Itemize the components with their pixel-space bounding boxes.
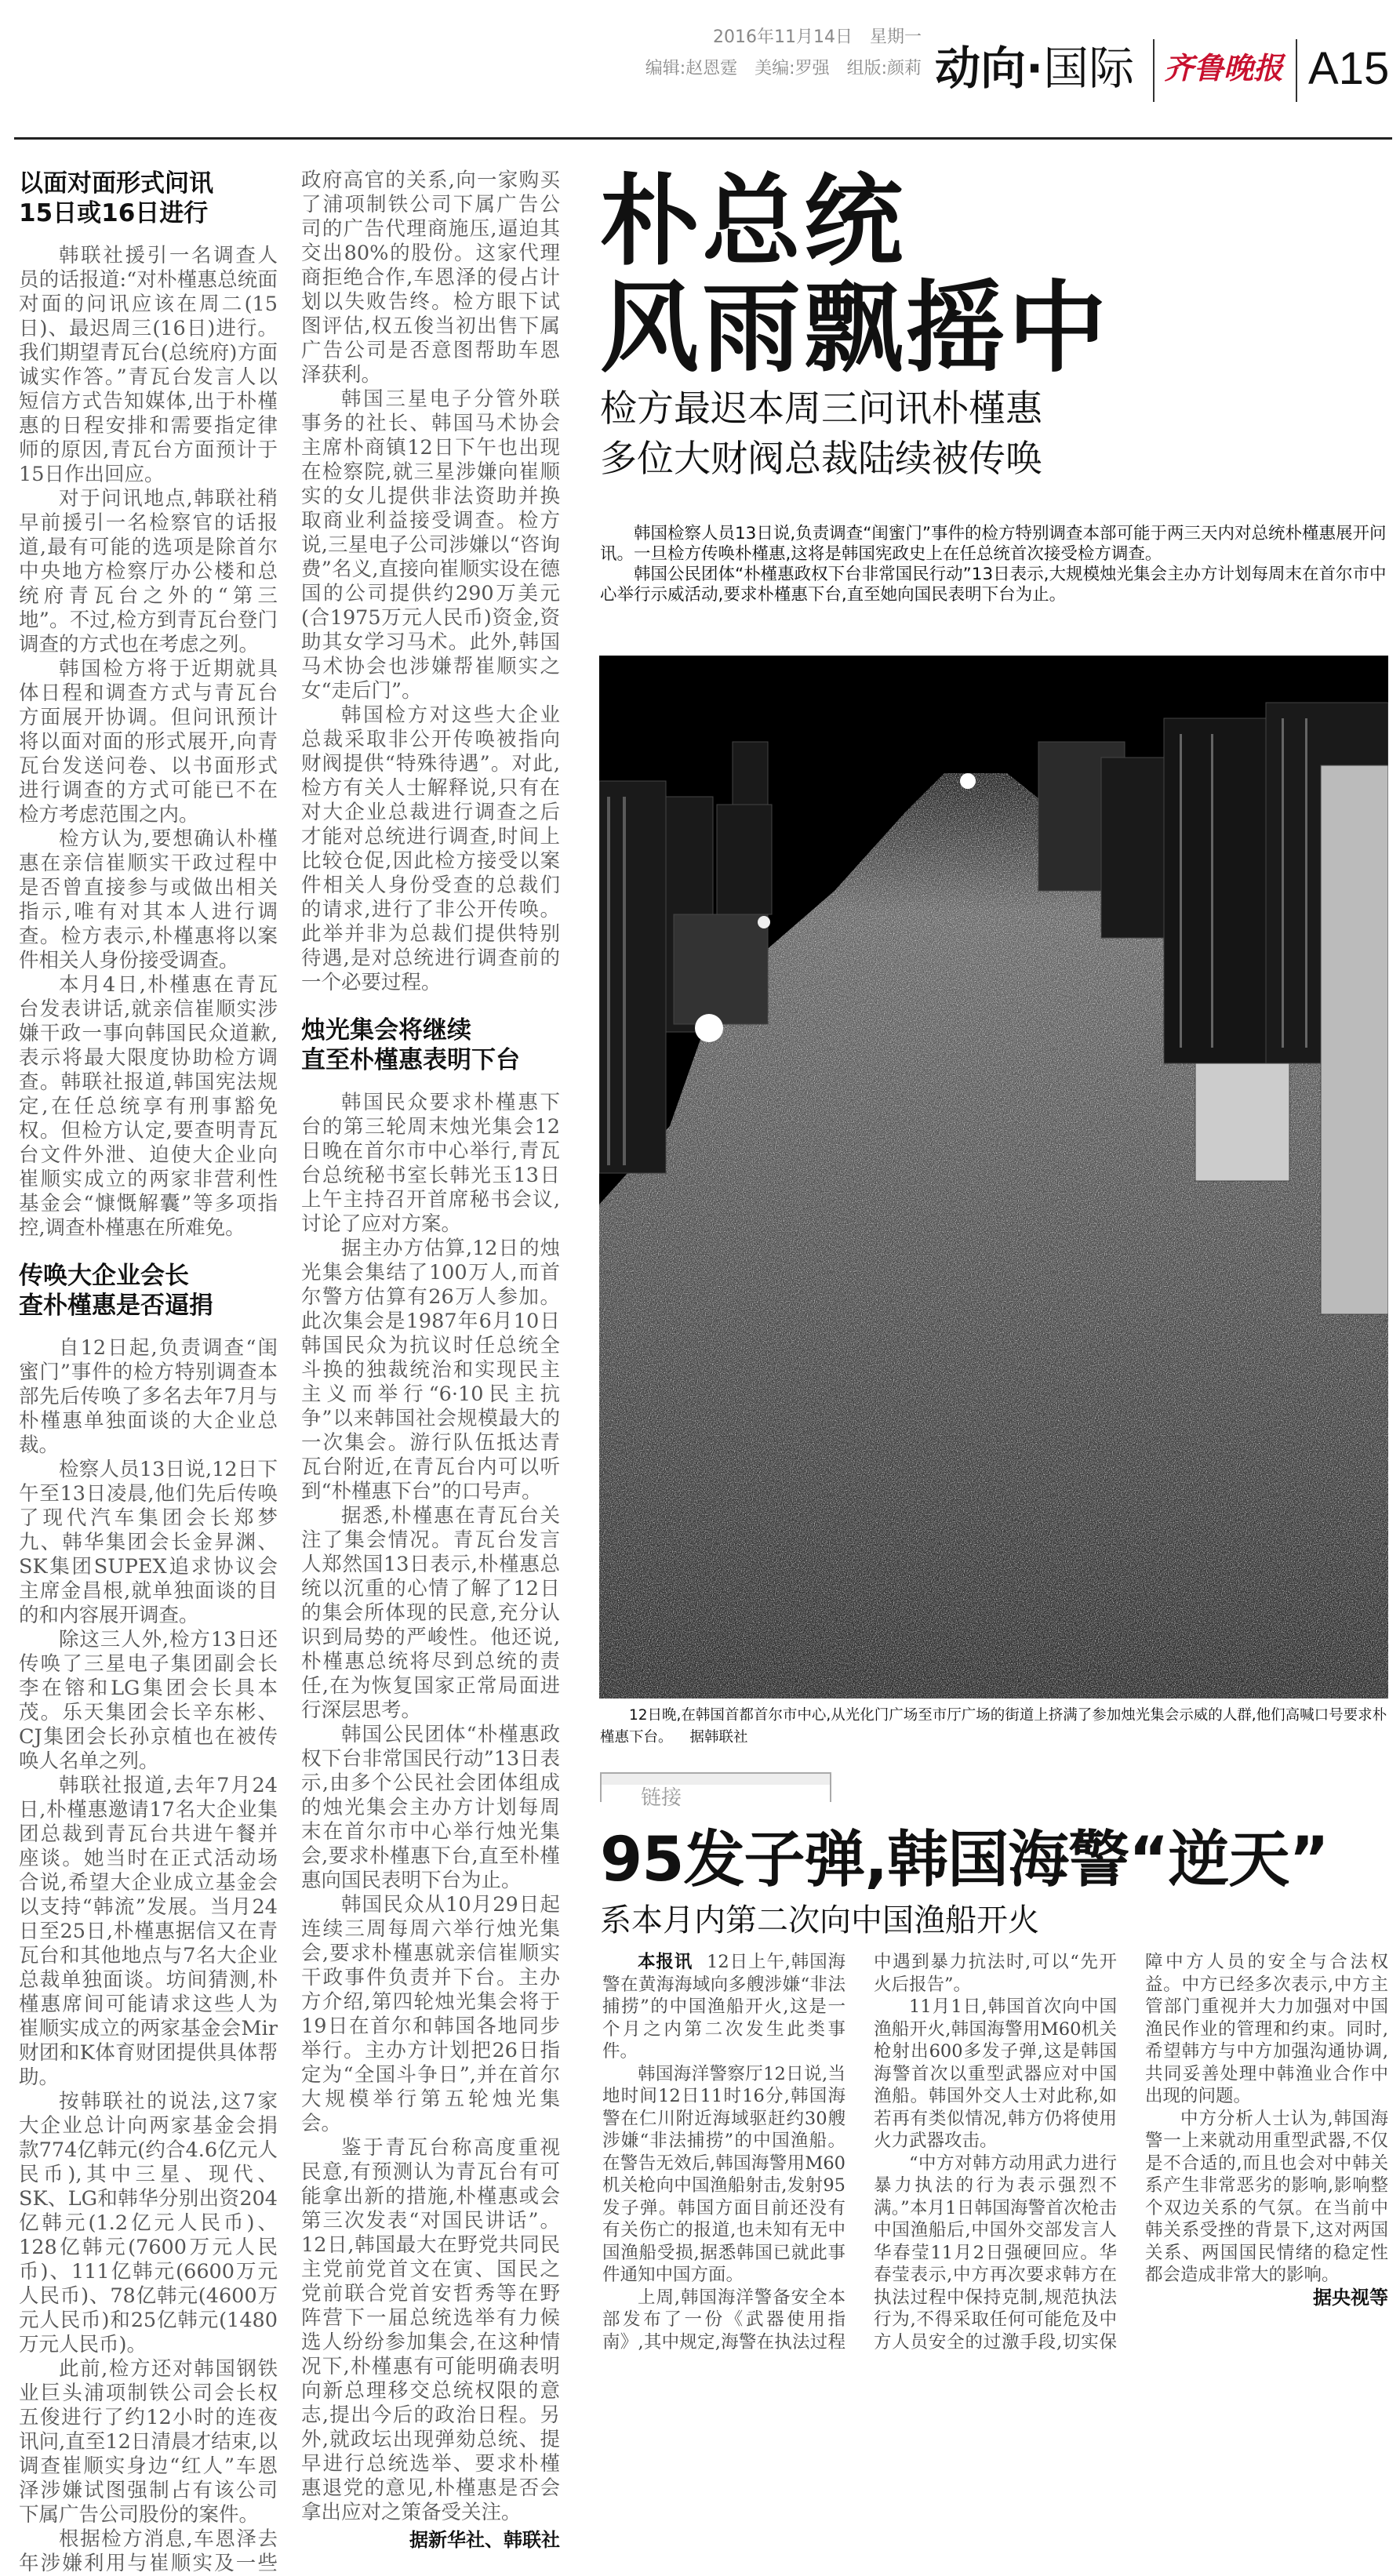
related-link-tag <box>600 1772 831 1810</box>
section-heading-line: 传唤大企业会长 <box>19 1262 189 1290</box>
secondary-article <box>602 1951 1388 2353</box>
secondary-headline: 95发子弹,韩国海警“逆天” <box>600 1825 1329 1895</box>
header-divider <box>1296 39 1297 102</box>
lead-paragraph: 韩国公民团体“朴槿惠政权下台非常国民行动”13日表示,大规模烛光集会主办方计划每周末在首尔市中心举行示威活动,要求朴槿惠下台,直至她向国民表明下台为止。 <box>600 565 1387 605</box>
main-subhead: 检方最迟本周三问讯朴槿惠 <box>600 387 1042 431</box>
main-subhead: 多位大财阀总裁陆续被传唤 <box>600 438 1042 481</box>
body-paragraph: 韩联社援引一名调查人员的话报道:“对朴槿惠总统面对面的问讯应该在周二(15日)、最迟周三(16日)进行。我们期望青瓦台(总统府)方面诚实作答。”青瓦台发言人以短信方式告知媒体,出于朴槿惠的日程安排和需要指定律师的原因,青瓦台方面预计于15日作出回应。 <box>19 244 278 486</box>
candlelight-rally-image <box>599 656 1388 1699</box>
header-rule <box>14 137 1392 140</box>
body-paragraph: 韩联社报道,去年7月24日,朴槿惠邀请17名大企业集团总裁到青瓦台共进午餐并座谈。她当时在正式活动场合说,希望大企业成立基金会以支持“韩流”发展。当月24日至25日,朴槿惠据信又在青瓦台和其他地点与7名大企业总裁单独面谈。坊间猜测,朴槿惠席间可能请求这些人为崔顺实成立的两家基金会Mir财团和K体育财团提供具体帮助。 <box>19 1774 278 2089</box>
body-paragraph <box>874 1996 1117 2153</box>
body-paragraph <box>602 2063 845 2287</box>
section-title-bold: 动向 <box>935 42 1027 95</box>
main-headline-line: 朴总统 <box>600 164 906 279</box>
main-headline-line: 风雨飘摇中 <box>600 271 1110 386</box>
section-heading <box>19 1261 278 1321</box>
secondary-subhead: 系本月内第二次向中国渔船开火 <box>600 1902 1039 1938</box>
main-headline <box>600 164 1110 386</box>
issue-date: 2016年11月14日 星期一 <box>713 27 922 47</box>
body-paragraph: 自12日起,负责调查“闺蜜门”事件的检方特别调查本部先后传唤了多名去年7月与朴槿惠单独面谈的大企业总裁。 <box>19 1336 278 1457</box>
caption-source: 据韩联社 <box>689 1729 748 1746</box>
body-paragraph: 鉴于青瓦台称高度重视民意,有预测认为青瓦台有可能拿出新的措施,朴槿惠或会第三次发表“对国民讲话”。12日,韩国最大在野党共同民主党前党首文在寅、国民之党前联合党首安哲秀等在野阵营下一届总统选举有力候选人纷纷参加集会,在这种情况下,朴槿惠有可能明确表明向新总理移交总统权限的意志,提出今后的政治日程。另外,就政坛出现弹劾总统、提早进行总统选举、要求朴槿惠退党的意见,朴槿惠是否会拿出应对之策备受关注。 <box>301 2136 560 2524</box>
main-subheads <box>600 384 1042 485</box>
body-paragraph: 检察人员13日说,12日下午至13日凌晨,他们先后传唤了现代汽车集团会长郑梦九、韩华集团会长金昇渊、SK集团SUPEX追求协议会主席金昌根,就单独面谈的目的和内容展开调查。 <box>19 1458 278 1627</box>
paragraph-text: 12日上午,韩国海警在黄海海域向多艘涉嫌“非法捕捞”的中国渔船开火,这是一个月之内第二次发生此类事件。 <box>602 1952 845 2062</box>
paragraph-text: “中方对韩方动用武力进行暴力执法的行为表示强烈不满。”本月1日韩国海警首次枪击中国渔船后,中国外交部发言人华春莹11月2日强硬回应。华春莹表示,中方再次要求韩方在执法过程中保持克制,规范执法行为,不得采取任何可能危及中方人员安全的过激手段,切实保障中方人员的安全与合法权益。中方已经多次表示,中方主管部门重视并大力加强对中国渔民作业的管理和约束。同时,希望韩方与中方加强沟通协调,共同妥善处理中韩渔业合作中出现的问题。 <box>874 1952 1388 2353</box>
section-heading <box>19 169 278 228</box>
body-paragraph: 除这三人外,检方13日还传唤了三星电子集团副会长李在镕和LG集团会长具本茂。乐天集团会长辛东彬、CJ集团会长孙京植也在被传唤人名单之列。 <box>19 1628 278 1773</box>
header-divider <box>1153 39 1155 102</box>
body-paragraph: 本月4日,朴槿惠在青瓦台发表讲话,就亲信崔顺实涉嫌干政一事向韩国民众道歉,表示将最大限度协助检方调查。韩联社报道,韩国宪法规定,在任总统享有刑事豁免权。但检方认定,要查明青瓦台文件外泄、迫使大企业向崔顺实成立的两家非营利性基金会“慷慨解囊”等多项指控,调查朴槿惠在所难免。 <box>19 973 278 1240</box>
paragraph-text: 上周,韩国海洋警备安全本部发布了一份《武器使用指南》,其中规定,海警在执法过程中遇到暴力抗法时,可以“先开火后报告”。 <box>602 1952 1117 2353</box>
newspaper-logo: 齐鲁晚报 <box>1164 50 1284 85</box>
body-paragraph: 根据检方消息,车恩泽去年涉嫌利用与崔顺实及一些政府高官的关系,向一家购买了浦项制铁公司下属广告公司的广告代理商施压,逼迫其交出80%的股份。这家代理商拒绝合作,车恩泽的侵占计划以失败告终。检方眼下试图评估,权五俊当初出售下属广告公司是否意图帮助车恩泽获利。 <box>19 169 560 2575</box>
related-link-label: 链接 <box>641 1786 682 1810</box>
body-paragraph: 韩国检方对这些大企业总裁采取非公开传唤被指向财阀提供“特殊待遇”。对此,检方有关人士解释说,只有在对大企业总裁进行调查之后才能对总统进行调查,时间上比较仓促,因此检方接受以案件相关人身份受查的总裁们的请求,进行了非公开传唤。此举并非为总裁们提供特别待遇,是对总统进行调查前的一个必要过程。 <box>301 703 560 994</box>
lead-paragraphs <box>600 524 1388 605</box>
lead-paragraph: 韩国检察人员13日说,负责调查“闺蜜门”事件的检方特别调查本部可能于两三天内对总统朴槿惠展开问讯。一旦检方传唤朴槿惠,这将是韩国宪政史上在任总统首次接受检方调查。 <box>600 524 1387 564</box>
body-paragraph: 韩国民众从10月29日起连续三周每周六举行烛光集会,要求朴槿惠就亲信崔顺实干政事件负责并下台。主办方介绍,第四轮烛光集会将于19日在首尔和韩国各地同步举行。主办方计划把26日指定为“全国斗争日”,并在首尔大规模举行第五轮烛光集会。 <box>301 1893 560 2135</box>
sidebar-article <box>19 169 560 2576</box>
body-paragraph: 按韩联社的说法,这7家大企业总计向两家基金会捐款774亿韩元(约合4.6亿元人民币),其中三星、现代、SK、LG和韩华分别出资204亿韩元(1.2亿元人民币)、128亿韩元(7600万元人民币)、111亿韩元(6600万元人民币)、78亿韩元(4600万元人民币)和25亿韩元(1480万元人民币)。 <box>19 2090 278 2356</box>
body-paragraph: 据悉,朴槿惠在青瓦台关注了集会情况。青瓦台发言人郑然国13日表示,朴槿惠总统以沉重的心情了解了12日的集会所体现的民意,充分认识到局势的严峻性。他还说,朴槿惠总统将尽到总统的责任,在为恢复国家正常局面进行深层思考。 <box>301 1504 560 1722</box>
crowd-photo <box>599 656 1388 1699</box>
paragraph-text: 韩国海洋警察厅12日说,当地时间12日11时16分,韩国海警在仁川附近海域驱赶约30艘涉嫌“非法捕捞”的中国渔船。在警告无效后,韩国海警用M60机关枪向中国渔船射击,发射95发子弹。韩国方面目前还没有有关伤亡的报道,也未知有无中国渔船受损,据悉韩国已就此事件通知中国方面。 <box>602 2063 845 2285</box>
body-paragraph <box>602 1951 845 2063</box>
body-paragraph: 韩国民众要求朴槿惠下台的第三轮周末烛光集会12日晚在首尔市中心举行,青瓦台总统秘书室长韩光玉13日上午主持召开首席秘书会议,讨论了应对方案。 <box>301 1091 560 1236</box>
section-heading-line: 烛光集会将继续 <box>301 1016 471 1045</box>
editors-credit: 编辑:赵恩霆 美编:罗强 组版:颜莉 <box>645 59 922 78</box>
body-paragraph: 对于问讯地点,韩联社稍早前援引一名检察官的话报道,最有可能的选项是除首尔中央地方检察厅办公楼和总统府青瓦台之外的“第三地”。不过,检方到青瓦台登门调查的方式也在考虑之列。 <box>19 487 278 656</box>
section-title-dot: · <box>1026 42 1044 95</box>
photo-caption <box>600 1705 1388 1749</box>
section-title-light: 国际 <box>1043 42 1135 95</box>
section-title <box>935 41 1134 96</box>
caption-text: 12日晚,在韩国首都首尔市中心,从光化门广场至市厅广场的街道上挤满了参加烛光集会示威的人群,他们高喊口号要求朴槿惠下台。 <box>600 1707 1387 1746</box>
page-number: A15 <box>1308 43 1390 94</box>
dateline: 本报讯 <box>638 1952 693 1972</box>
section-heading <box>301 1016 560 1075</box>
paragraph-text: 中方分析人士认为,韩国海警一上来就动用重型武器,不仅是不合适的,而且也会对中韩关系产生非常恶劣的影响,影响整个双边关系的气氛。在当前中韩关系受挫的背景下,这对两国关系、两国国民情绪的稳定性都会造成非常大的影响。 <box>1145 2108 1388 2285</box>
body-paragraph: 韩国检方将于近期就具体日程和调查方式与青瓦台方面展开协调。但问讯预计将以面对面的形式展开,向青瓦台发送问卷、以书面形式进行调查的方式可能已不在检方考虑范围之内。 <box>19 657 278 827</box>
body-paragraph <box>1145 2108 1388 2309</box>
issue-info <box>596 22 922 85</box>
section-heading-line: 查朴槿惠是否逼捐 <box>19 1292 213 1320</box>
body-paragraph: 此前,检方还对韩国钢铁业巨头浦项制铁公司会长权五俊进行了约12小时的连夜讯问,直至12日清晨才结束,以调查崔顺实身边“红人”车恩泽涉嫌试图强制占有该公司下属广告公司股份的案件。 <box>19 2357 278 2527</box>
body-paragraph: 检方认为,要想确认朴槿惠在亲信崔顺实干政过程中是否曾直接参与或做出相关指示,唯有对其本人进行调查。检方表示,朴槿惠将以案件相关人身份接受调查。 <box>19 827 278 972</box>
article-source: 据新华社、韩联社 <box>409 2529 560 2551</box>
article-source: 据央视等 <box>1313 2286 1388 2309</box>
body-paragraph: 据主办方估算,12日的烛光集会集结了100万人,而首尔警方估算有26万人参加。此次集会是1987年6月10日韩国民众为抗议时任总统全斗换的独裁统治和实现民主主义而举行“6·10民主抗争”以来韩国社会规模最大的一次集会。游行队伍抵达青瓦台附近,在青瓦台内可以听到“朴槿惠下台”的口号声。 <box>301 1237 560 1503</box>
body-paragraph: 韩国公民团体“朴槿惠政权下台非常国民行动”13日表示,由多个公民社会团体组成的烛光集会主办方计划每周末在首尔市中心举行烛光集会,要求朴槿惠下台,直至朴槿惠向国民表明下台为止。 <box>301 1723 560 1892</box>
section-heading-line: 15日或16日进行 <box>19 199 209 227</box>
section-heading-line: 以面对面形式问讯 <box>19 169 213 198</box>
section-heading-line: 直至朴槿惠表明下台 <box>301 1046 520 1074</box>
body-paragraph: 韩国三星电子分管外联事务的社长、韩国马术协会主席朴商镇12日下午也出现在检察院,就三星涉嫌向崔顺实的女儿提供非法资助并换取商业利益接受调查。检方说,三星电子公司涉嫌以“咨询费”名义,直接向崔顺实设在德国的公司提供约290万美元(合1975万元人民币)资金,资助其女学习马术。此外,韩国马术协会也涉嫌帮崔顺实之女“走后门”。 <box>301 387 560 703</box>
paragraph-text: 11月1日,韩国首次向中国渔船开火,韩国海警用M60机关枪射出600多发子弹,这是韩国海警首次以重型武器应对中国渔船。韩国外交人士对此称,如若再有类似情况,韩方仍将使用火力武器攻击。 <box>874 1996 1117 2151</box>
